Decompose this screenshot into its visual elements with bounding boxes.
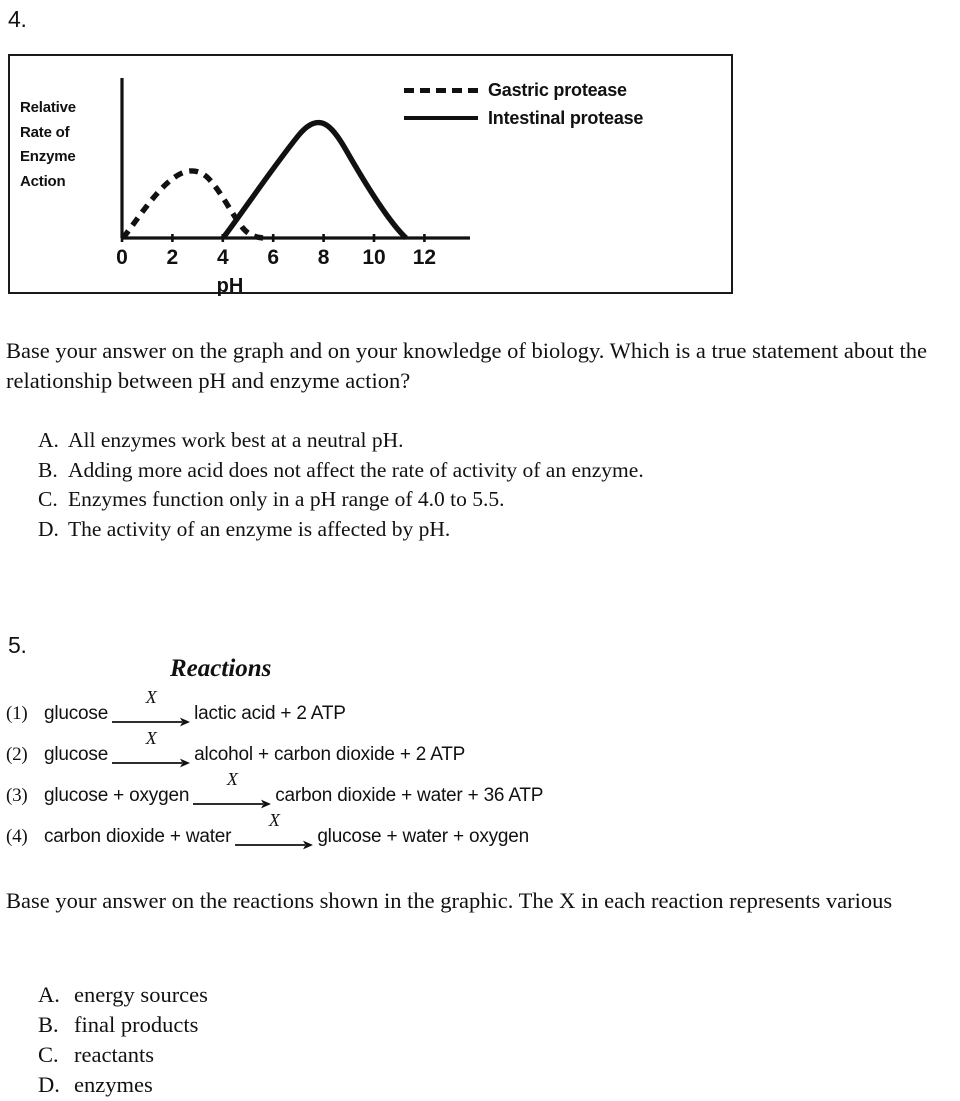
reaction-index: (1) [6, 703, 28, 724]
chart-legend [404, 76, 714, 132]
x-tick-label-6: 6 [267, 246, 280, 269]
reactions-figure-title: Reactions [170, 655, 272, 682]
legend-label-gastric-protease: Gastric protease [488, 79, 627, 100]
reaction-row [6, 810, 530, 852]
arrow-label-x: X [145, 728, 157, 748]
reaction-index: (3) [6, 785, 28, 806]
intestinal-protease-curve [223, 123, 406, 238]
option-row-a[interactable] [38, 426, 644, 456]
dashed-line-swatch-icon [404, 88, 478, 93]
reaction-index: (2) [6, 744, 28, 765]
reaction-arrow [193, 769, 271, 811]
question-4-prompt: Base your answer on the graph and on your knowledge of biology. Which is a true statement about the relationship between pH and enzyme action? [6, 338, 928, 393]
reaction-row [6, 769, 544, 811]
option-text-a: energy sources [74, 982, 208, 1007]
option-row-b[interactable] [38, 1010, 208, 1040]
option-text-b: Adding more acid does not affect the rate of activity of an enzyme. [68, 457, 644, 482]
option-text-a: All enzymes work best at a neutral pH. [68, 428, 404, 452]
y-axis-label-line-1: Relative [20, 99, 76, 116]
option-letter-a: A. [38, 982, 60, 1007]
question-5-options [38, 980, 208, 1100]
reaction-products: glucose + water + oxygen [317, 826, 530, 847]
enzyme-ph-graph-figure [8, 54, 733, 294]
option-row-c[interactable] [38, 485, 644, 515]
option-text-c: reactants [74, 1042, 154, 1067]
option-text-d: enzymes [74, 1072, 153, 1097]
reaction-index: (4) [6, 826, 28, 847]
reaction-reactants: glucose [44, 703, 109, 724]
arrow-label-x: X [145, 687, 157, 707]
reaction-arrow [235, 810, 313, 852]
reaction-reactants: glucose + oxygen [44, 785, 190, 806]
reaction-arrow [112, 728, 190, 770]
arrow-icon [112, 716, 190, 728]
reaction-products: carbon dioxide + water + 36 ATP [275, 785, 544, 806]
option-row-c[interactable] [38, 1040, 208, 1070]
y-axis-label-line-4: Action [20, 172, 66, 190]
x-tick-label-4: 4 [216, 246, 229, 269]
reaction-row [6, 728, 466, 770]
gastric-protease-curve [123, 171, 263, 238]
reactions-figure [6, 655, 626, 870]
option-letter-b: B. [38, 457, 58, 482]
option-row-a[interactable] [38, 980, 208, 1010]
solid-line-swatch-icon [404, 116, 478, 120]
option-letter-d: D. [38, 516, 59, 541]
legend-item-intestinal-protease [404, 104, 714, 132]
question-5-prompt: Base your answer on the reactions shown in the graphic. The X in each reaction represents various [6, 888, 893, 913]
reaction-row [6, 687, 346, 729]
legend-item-gastric-protease [404, 76, 714, 104]
y-axis-label-line-2: Rate of [20, 123, 70, 141]
option-letter-b: B. [38, 1012, 59, 1037]
option-letter-a: A. [38, 428, 59, 452]
x-tick-label-2: 2 [166, 246, 179, 269]
option-row-b[interactable] [38, 456, 644, 486]
y-axis-label-line-3: Enzyme [20, 148, 76, 165]
x-tick-label-12: 12 [412, 246, 437, 269]
option-letter-d: D. [38, 1072, 60, 1097]
question-4-number: 4. [8, 6, 27, 32]
x-tick-label-10: 10 [362, 246, 386, 269]
option-row-d[interactable] [38, 515, 644, 545]
arrow-icon [193, 798, 271, 810]
reaction-arrow [112, 687, 190, 729]
x-tick-label-8: 8 [317, 246, 330, 269]
reaction-reactants: glucose [44, 744, 109, 765]
question-5-number: 5. [8, 632, 27, 658]
option-letter-c: C. [38, 1042, 59, 1067]
question-4-options [38, 426, 644, 544]
x-axis-tick-labels [116, 246, 436, 269]
reaction-products: alcohol + carbon dioxide + 2 ATP [194, 744, 466, 765]
arrow-icon [112, 757, 190, 769]
y-axis-label [20, 96, 112, 194]
reaction-reactants: carbon dioxide + water [44, 826, 232, 847]
reaction-products: lactic acid + 2 ATP [194, 703, 346, 724]
option-row-d[interactable] [38, 1070, 208, 1100]
legend-label-intestinal-protease: Intestinal protease [488, 107, 644, 128]
x-tick-label-0: 0 [116, 246, 128, 269]
arrow-label-x: X [268, 810, 280, 830]
x-axis-title: pH [216, 275, 244, 296]
arrow-label-x: X [226, 769, 238, 789]
option-text-c: Enzymes function only in a pH range of 4.0 to 5.5. [68, 487, 505, 511]
option-text-b: final products [74, 1012, 199, 1037]
option-letter-c: C. [38, 487, 58, 511]
option-text-d: The activity of an enzyme is affected by pH. [68, 516, 451, 541]
arrow-icon [235, 839, 313, 851]
